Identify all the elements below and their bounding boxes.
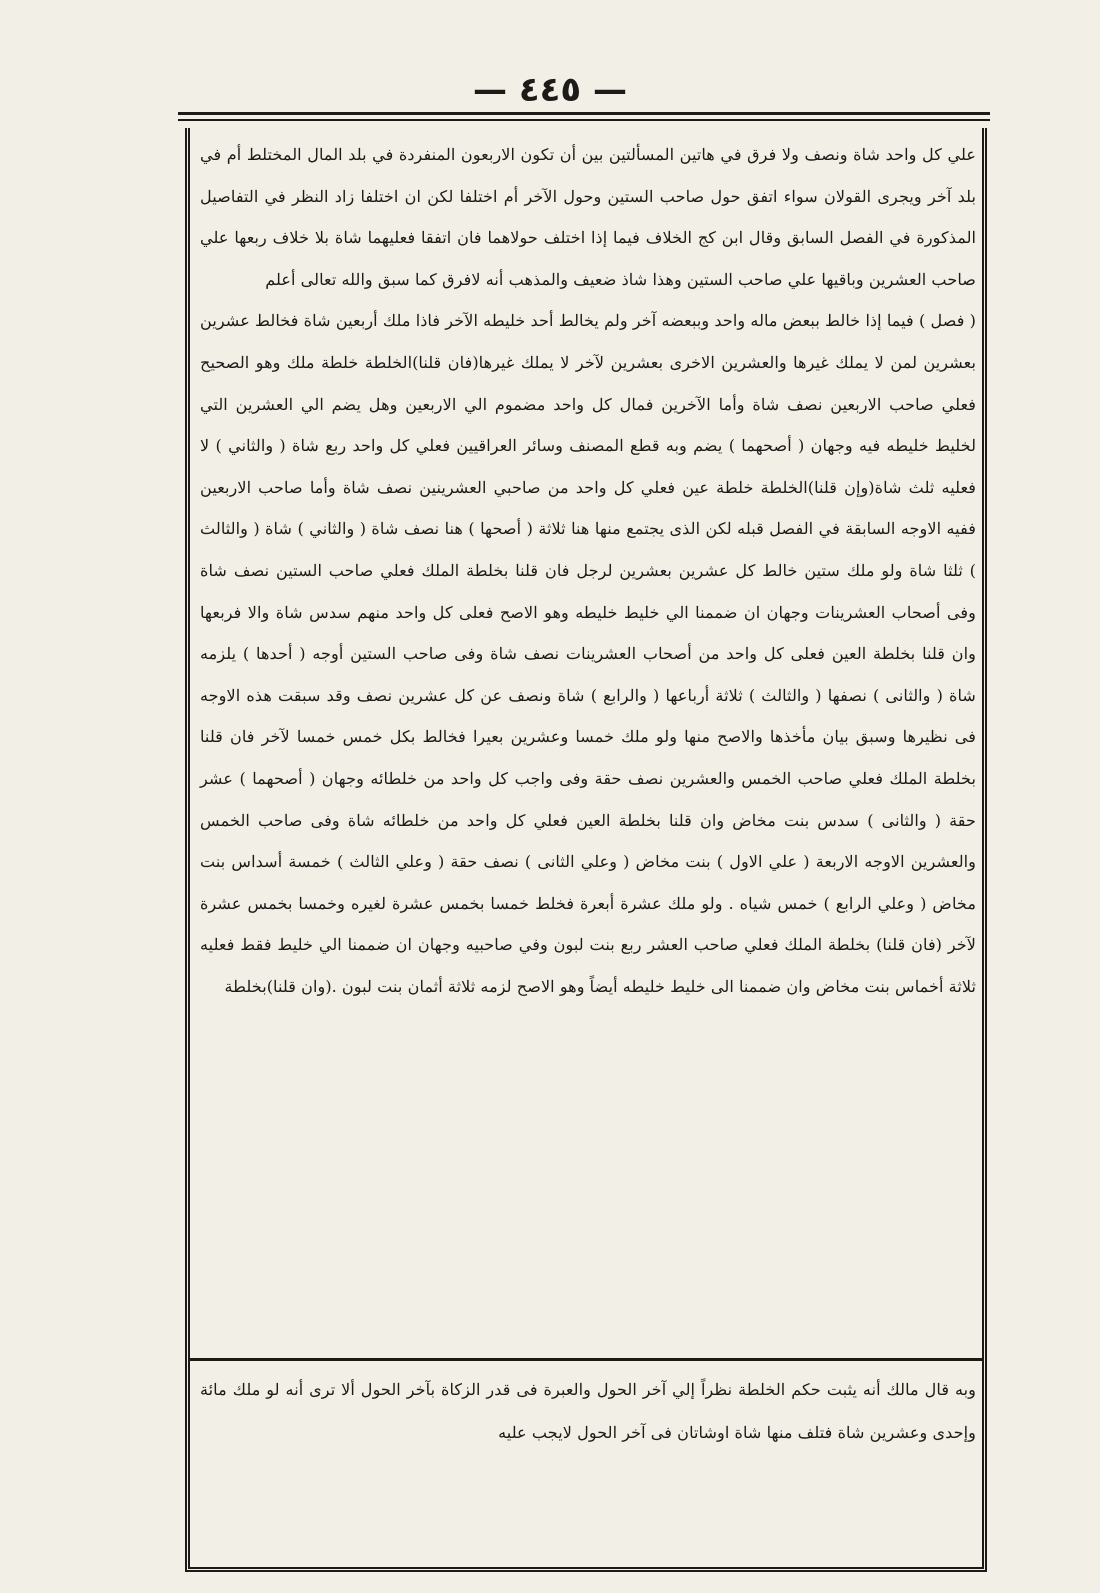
footnote-divider [190, 1358, 982, 1361]
top-rule [178, 112, 990, 115]
main-text-block [200, 134, 976, 1007]
page-number: — ٤٤٥ — [473, 70, 627, 110]
footnote-text: وبه قال مالك أنه يثبت حكم الخلطة نظراً إلي آخر الحول والعبرة فى قدر الزكاة بآخر الحول ألا ترى أنه لو ملك مائة وإحدى وعشرين شاة فتلف منها شاة اوشاتان فى آخر الحول لايجب عليه [200, 1380, 976, 1442]
paragraph-1: علي كل واحد شاة ونصف ولا فرق في هاتين المسألتين بين أن تكون الاربعون المنفردة في بلد المال المختلط أم في بلد آخر ويجرى القولان سواء اتفق حول صاحب الستين وحول الآخر أم اختلفا لكن ان اختلفا زاد النظر في التفاصيل المذكورة في الفصل السابق وقال ابن كج الخلاف فيما إذا اختلف حولاهما فان اتفقا فعليهما شاة بلا خلاف ربعها علي صاحب العشرين وباقيها علي صاحب الستين وهذا شاذ ضعيف والمذهب أنه لافرق كما سبق والله تعالى أعلم [200, 145, 976, 289]
top-rule-inner [178, 119, 990, 121]
paragraph-2: ( فصل ) فيما إذا خالط ببعض ماله واحد وببعضه آخر ولم يخالط أحد خليطه الآخر فاذا ملك أربعين شاة فخالط عشرين بعشرين لمن لا يملك غيرها والعشرين الاخرى بعشرين لآخر لا يملك غيرها(فان قلنا)الخلطة خلطة ملك وهو الصحيح فعلي صاحب الاربعين نصف شاة وأما الآخرين فمال كل واحد مضموم الي الاربعين وهل يضم الي العشرين التي لخليط خليطه فيه وجهان ( أصحهما ) يضم وبه قطع المصنف وسائر العراقيين فعلي كل واحد ربع شاة ( والثاني ) لا فعليه ثلث شاة(وإن قلنا)الخلطة خلطة عين فعلي كل واحد من صاحبي العشرينين نصف شاة وأما صاحب الاربعين ففيه الاوجه السابقة في الفصل قبله لكن الذى يجتمع منها هنا ثلاثة ( أصحها ) هنا نصف شاة ( والثاني ) شاة ( والثالث ) ثلثا شاة ولو ملك ستين خالط كل عشرين بعشرين لرجل فان قلنا بخلطة الملك فعلي صاحب الستين نصف شاة وفى أصحاب العشرينات وجهان ان ضممنا الي خليط خليطه وهو الاصح فعلى كل واحد منهم سدس شاة والا فربعها وان قلنا بخلطة العين فعلى كل واحد من أصحاب العشرينات نصف شاة وفى صاحب الستين أوجه ( أحدها ) يلزمه شاة ( والثانى ) نصفها ( والثالث ) ثلاثة أرباعها ( والرابع ) شاة ونصف عن كل عشرين نصف وقد سبقت هذه الاوجه فى نظيرها وسبق بيان مأخذها والاصح منها ولو ملك خمسا وعشرين بعيرا فخالط بكل خمس خمسا لآخر فان قلنا بخلطة الملك فعلي صاحب الخمس والعشرين نصف حقة وفى واجب كل واحد من خلطائه وجهان ( أصحهما ) عشر حقة ( والثانى ) سدس بنت مخاض وان قلنا بخلطة العين فعلي كل واحد من خلطائه شاة وفى صاحب الخمس والعشرين الاوجه الاربعة ( علي الاول ) بنت مخاض ( وعلي الثانى ) نصف حقة ( وعلي الثالث ) خمسة أسداس بنت مخاض ( وعلي الرابع ) خمس شياه . ولو ملك عشرة أبعرة فخلط خمسا بخمس عشرة لغيره وخمسا بخمس عشرة لآخر (فان قلنا) بخلطة الملك فعلي صاحب العشر ربع بنت لبون وفي صاحبيه وجهان ان ضممنا الي خليط فقط فعليه ثلاثة أخماس بنت مخاض وان ضممنا الى خليط خليطه أيضاً وهو الاصح لزمه ثلاثة أثمان بنت لبون .(وان قلنا)بخلطة [200, 311, 976, 996]
footnote-block [200, 1368, 976, 1454]
